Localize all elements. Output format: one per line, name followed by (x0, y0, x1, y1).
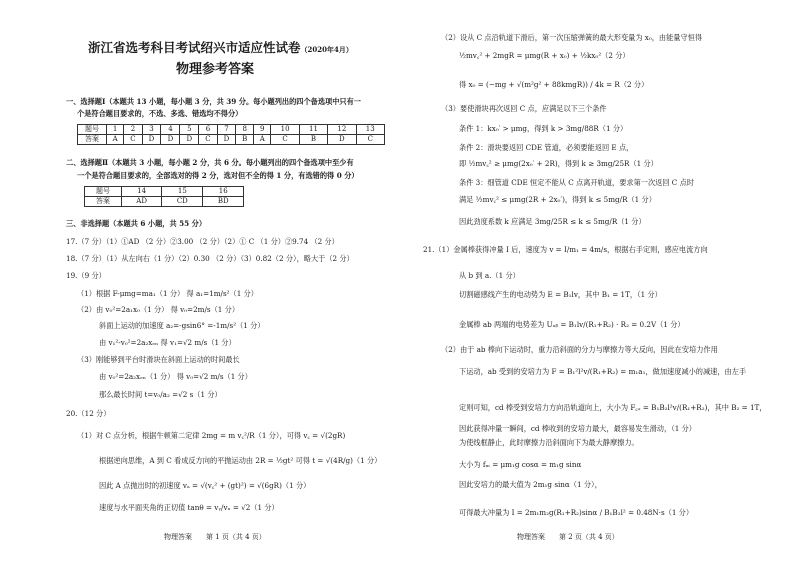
table-cell: 14 (122, 187, 162, 197)
table-cell: C (199, 135, 217, 145)
row-head: 答案 (78, 135, 107, 145)
table-cell: 13 (356, 125, 384, 135)
q19-line: （1）根据 F-μmg=ma₁（1 分） 得 a₁=1m/s²（1 分） (77, 289, 258, 298)
table-cell: 11 (299, 125, 327, 135)
table-row (85, 197, 244, 207)
q20b-line: 即 ½mv꜀² ≥ μmg(2x₀′ + 2R)，得到 k ≥ 3mg/25R（1 分） (459, 159, 658, 168)
q19-heading: 19.（9 分） (66, 271, 106, 280)
table-cell: D (180, 135, 199, 145)
table-cell: 16 (203, 187, 244, 197)
q21-line: 因此安培力的最大值为 2m₁g sinα（1 分）， (459, 480, 602, 489)
table-cell: 12 (328, 125, 356, 135)
table-cell: 4 (161, 125, 180, 135)
q21-line: 从 b 到 a.（1 分） (459, 271, 520, 280)
table-cell: 1 (107, 125, 124, 135)
q20b-line: （3）要使滑块再次返回 C 点，应满足以下三个条件 (441, 104, 607, 113)
page-footer: 物理答案 第 2 页（共 4 页） (517, 533, 619, 541)
q19-line: 那么最长时间 t=v₀/a₂ =√2 s（1 分） (99, 390, 222, 399)
q21-line: 可得最大冲量为 I = 2m₁m₂g(R₁+R₂)sinα / B₁B₂l² = 0.48N·s（1 分） (459, 508, 694, 517)
q18-answer: 18.（7 分）（1）从左向右（1 分）（2）0.30 （2 分）（3）0.82（2 分），略大于（2 分） (66, 254, 354, 263)
table-cell: D (328, 135, 356, 145)
table-cell: 6 (199, 125, 217, 135)
table-cell: C (124, 135, 142, 145)
q20b-line: 条件 1：kx₀′ > μmg，得到 k > 3mg/88R（1 分） (459, 124, 628, 133)
table-cell: 3 (142, 125, 161, 135)
table-cell: B (236, 135, 254, 145)
table-cell: D (161, 135, 180, 145)
page-subtitle: 物理参考答案 (176, 62, 255, 77)
q21-line: 大小为 fₘ = μm₁g cosα = m₁g sinα (459, 460, 582, 469)
table-cell: 10 (271, 125, 299, 135)
section3-heading: 三、非选择题（本题共 6 小题，共 55 分） (66, 219, 207, 228)
table-cell: BD (203, 197, 244, 207)
table-cell: CD (162, 197, 203, 207)
q20-line: 速度与水平面夹角的正切值 tanθ = vᵧ/vₓ = √2（1 分） (99, 503, 279, 512)
table-cell: 8 (236, 125, 254, 135)
title-date: （2020年4月） (300, 45, 353, 54)
q21-line: （2）由于 ab 棒向下运动时，重力沿斜面的分力与摩擦力等大反向，因此在安培力作用 (441, 345, 718, 354)
q20-line: 因此 A 点抛出时的初速度 vₐ = √(v꜀² + (gt)²) = √(6gR)（1 分） (99, 481, 311, 490)
exam-title (88, 40, 353, 57)
q19-line: （3）刚能够到平台时滑块在斜面上运动的时间最长 (77, 355, 240, 364)
table-cell: B (299, 135, 327, 145)
table-cell: 9 (254, 125, 271, 135)
q21-line: 定则可知，cd 棒受到安培力方向沿轨道向上，大小为 F꜀ₔ = B₁B₂l²v/(R₁+R₂)，其中 B₂ = 1T， (459, 403, 767, 412)
table-cell: 2 (124, 125, 142, 135)
q20b-line: （2）设从 C 点沿轨道下滑后，第一次压缩弹簧的最大形变量为 x₀，由能量守恒得 (441, 33, 703, 42)
table-cell: D (217, 135, 236, 145)
q21-line: 为使线框静止，此时摩擦力沿斜面向下为最大静摩擦力。 (459, 438, 639, 447)
table-cell: A (107, 135, 124, 145)
q20b-line: 条件 2：滑块要返回 CDE 管道，必须要能返回 E 点， (459, 143, 634, 152)
row-head: 题号 (85, 187, 122, 197)
q21-line: 21.（1）金属棒获得冲量 I 后，速度为 v = I/m₁ = 4m/s，根据右手定则，感应电流方向 (423, 245, 708, 254)
q19-line: （2）由 v₀²=2a₁x₀（1 分） 得 v₀=2m/s（1 分） (77, 305, 240, 314)
table-row (78, 125, 385, 135)
section2-heading-1: 二、选择题Ⅱ（本题共 3 小题，每小题 2 分，共 6 分。每小题列出的四个备选项中至少有 (66, 158, 354, 167)
title-main: 浙江省选考科目考试绍兴市适应性试卷 (88, 40, 301, 55)
table-cell: AD (122, 197, 162, 207)
q17-answer: 17.（7 分）（1）①AD （2 分）②3.00 （2 分）（2）① C （1 分）②9.74 （2 分） (66, 237, 339, 246)
section2-answer-table (84, 186, 244, 207)
section1-answer-table (77, 124, 385, 145)
q19-line: 由 v₀²=2a₂xₑₙ（1 分） 得 v₀=√2 m/s（1 分） (99, 372, 252, 381)
section1-heading-1: 一、选择题Ⅰ（本题共 13 小题，每小题 3 分，共 39 分。每小题列出的四个备选项中只有一 (66, 97, 361, 106)
table-cell: C (356, 135, 384, 145)
q20b-line: 因此劲度系数 k 应满足 3mg/25R ≤ k ≤ 5mg/R（1 分） (459, 217, 646, 226)
table-row (85, 187, 244, 197)
q20b-line: ½mv꜀² + 2mgR = μmg(R + x₀) + ½kx₀²（2 分） (459, 51, 630, 60)
row-head: 题号 (78, 125, 107, 135)
q20b-line: 满足 ½mv꜀² ≤ μmg(2R + 2x₀′)，得到 k ≤ 5mg/R（1 分） (459, 195, 656, 204)
q21-line: 下运动，ab 受到的安培力为 F = B₁²l²v/(R₁+R₂) = m₁a₁，做加速度减小的减速，由左手 (459, 367, 747, 376)
table-row (78, 135, 385, 145)
q21-line: 金属棒 ab 两端的电势差为 Uₐᵦ = B₁lv/(R₁+R₂) · R₂ = 0.2V（1 分） (459, 320, 685, 329)
q21-line: 因此获得冲量一瞬间，cd 棒收到的安培力最大，最容易发生滑动，（1 分） (459, 424, 696, 433)
section1-heading-2: 个是符合题目要求的，不选、多选、错选均不得分） (77, 109, 243, 118)
q19-line: 由 v₁²-v₀²=2a₂xₑₙ 得 v₁=√2 m/s（1 分） (99, 338, 236, 347)
q20b-line: 条件 3：细管道 CDE 恒定不能从 C 点离开轨道，要求第一次返回 C 点时 (459, 178, 694, 187)
q20b-line: 得 x₀ = (−mg + √(m²g² + 88kmgR)) / 4k = R（2 分） (459, 80, 649, 89)
table-cell: 5 (180, 125, 199, 135)
table-cell: 7 (217, 125, 236, 135)
q20-line: 根据逆向思维，A 到 C 看成反方向的平抛运动由 2R = ½gt² 可得 t = √(4R/g)（1 分） (99, 456, 382, 465)
q19-line: 斜面上运动的加速度 a₂=-gsin6° =-1m/s²（1 分） (99, 321, 265, 330)
table-cell: C (271, 135, 299, 145)
q20-line: （1）对 C 点分析，根据牛顿第二定律 2mg = m v꜀²/R（1 分），可得 v꜀ = √(2gR) (77, 431, 346, 440)
q21-line: 切割磁感线产生的电动势为 E = B₁lv，其中 B₁ = 1T，（1 分） (459, 290, 662, 299)
page-footer: 物理答案 第 1 页（共 4 页） (164, 533, 266, 541)
row-head: 答案 (85, 197, 122, 207)
q20-heading: 20.（12 分） (66, 409, 111, 418)
page-2 (397, 0, 794, 561)
table-cell: D (142, 135, 161, 145)
table-cell: 15 (162, 187, 203, 197)
section2-heading-2: 一个是符合题目要求的，全部选对的得 2 分，选对但不全的得 1 分，有选错的得 0 分） (77, 171, 359, 180)
table-cell: A (254, 135, 271, 145)
